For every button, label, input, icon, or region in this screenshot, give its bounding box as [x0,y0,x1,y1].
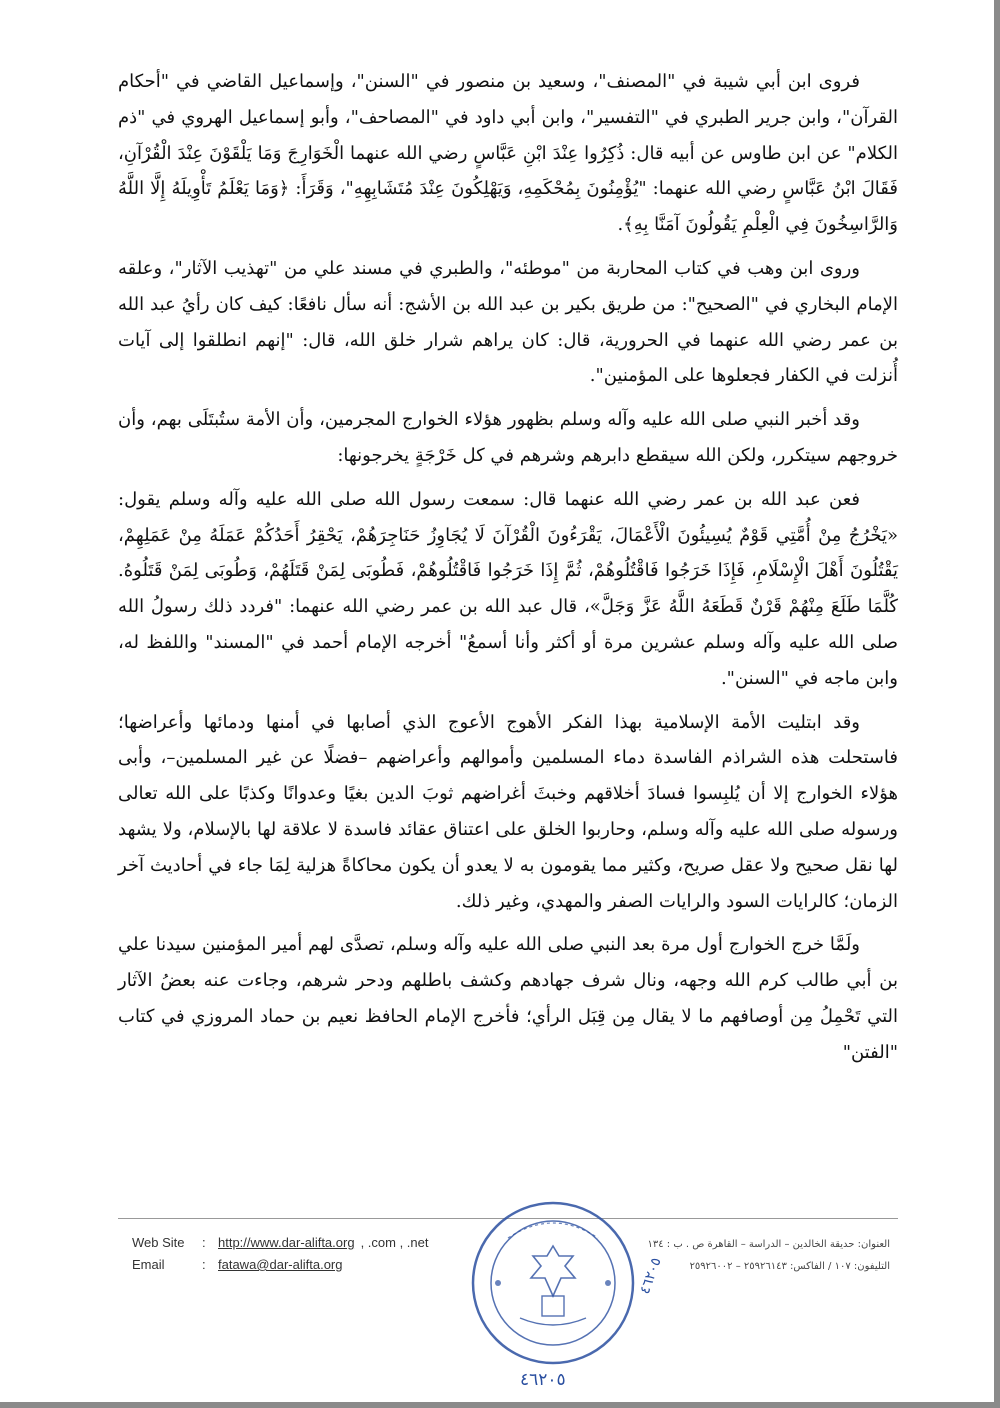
footer-contact [132,1232,428,1276]
document-body [118,64,898,1079]
separator: : [202,1257,206,1272]
address-line: العنوان: حديقة الخالدين – الدراسة – القاهرة ص . ب : ١٣٤ [647,1239,890,1250]
footer-divider [118,1218,898,1219]
email-label: Email [132,1257,165,1272]
website-row [132,1232,428,1254]
website-label: Web Site [132,1235,185,1250]
official-seal-icon [468,1198,638,1368]
website-link[interactable]: http://www.dar-alifta.org [218,1235,355,1250]
paragraph: فعن عبد الله بن عمر رضي الله عنهما قال: سمعت رسول الله صلى الله عليه وآله وسلم يقول: «يَخْرُجُ مِنْ أُمَّتِي قَوْمٌ يُسِيئُونَ الْأَعْمَالَ، يَقْرَءُونَ الْقُرْآنَ لَا يُجَاوِزُ حَنَاجِرَهُمْ، يَحْقِرُ أَحَدُكُمْ عَمَلَهُ مِنْ عَمَلِهِمْ، يَقْتُلُونَ أَهْلَ الْإِسْلَامِ، فَإِذَا خَرَجُوا فَاقْتُلُوهُمْ، ثُمَّ إِذَا خَرَجُوا فَاقْتُلُوهُمْ، فَطُوبَى لِمَنْ قَتَلَهُمْ، وَطُوبَى لِمَنْ قَتَلُوهُ. كُلَّمَا طَلَعَ مِنْهُمْ قَرْنٌ قَطَعَهُ اللَّهُ عَزَّ وَجَلَّ»، قال عبد الله بن عمر رضي الله عنهما: "فردد ذلك رسولُ الله صلى الله عليه وآله وسلم عشرين مرة أو أكثر وأنا أسمعُ" أخرجه الإمام أحمد في "المسند" واللفظ له، وابن ماجه في "السنن". [118,488,898,689]
paragraph: ولَمَّا خرج الخوارج أول مرة بعد النبي صلى الله عليه وآله وسلم، تصدَّى لهم أمير المؤمنين سيدنا علي بن أبي طالب كرم الله وجهه، ونال شرف جهادهم وكشف باطلهم ودحر شرهم، وجاءت عنه بعضُ الآثار التي تَحْمِلُ مِن أوصافهم ما لا يقال مِن قِبَل الرأي؛ فأخرج الإمام الحافظ نعيم بن حماد المروزي في كتاب "الفتن" [118,934,898,1063]
email-link[interactable]: fatawa@dar-alifta.org [218,1257,343,1272]
separator: : [202,1235,206,1250]
paragraph: وقد أخبر النبي صلى الله عليه وآله وسلم بظهور هؤلاء الخوارج المجرمين، وأن الأمة ستُبتَلَى بهم، وأن خروجهم سيتكرر، ولكن الله سيقطع دابرهم وشرهم في كل خَرْجَةٍ يخرجونها: [118,409,898,466]
stamp-side-number: ٤٦٢٠٥ [636,1255,665,1297]
email-row [132,1254,428,1276]
paragraph: وروى ابن وهب في كتاب المحاربة من "موطئه"، والطبري في مسند علي من "تهذيب الآثار"، وعلقه الإمام البخاري في "الصحيح": من طريق بكير بن عبد الله بن الأشج: أنه سأل نافعًا: كيف كان رأيُ عبد الله بن عمر رضي الله عنهما في الحرورية، قال: كان يراهم شرار خلق الله، قال: "إنهم انطلقوا إلى آيات أُنزلت في الكفار فجعلوها على المؤمنين". [118,257,898,387]
stamp-number: ٤٦٢٠٥ [520,1370,566,1390]
phone-line: التليفون: ١٠٧ / الفاكس: ٢٥٩٢٦١٤٣ – ٢٥٩٢٦٠٠٢ [689,1261,890,1272]
footer-address [560,1234,890,1278]
paragraph: وقد ابتليت الأمة الإسلامية بهذا الفكر الأهوج الأعوج الذي أصابها في أمنها ودمائها وأعراضها؛ فاستحلت هذه الشراذم الفاسدة دماء المسلمين وأموالهم وأعراضهم –فضلًا عن غير المسلمين–، وأبى هؤلاء الخوارج إلا أن يُلبِسوا فسادَ أخلاقهم وخبثَ أغراضهم ثوبَ الدين بغيًا وعدوانًا وكذبًا على الله تعالى ورسوله صلى الله عليه وآله وسلم، وحاربوا الخلق على اعتناق عقائد فاسدة لا علاقة لها بالإسلام، ولا يشهد لها نقل صحيح ولا عقل صريح، وكثير مما يقومون به لا يعدو أن يكون محاكاةً هزلية لِمَا جاء في أحاديث آخر الزمان؛ كالرايات السود والرايات الصفر والمهدي، وغير ذلك. [118,711,898,912]
website-domains: , .com , .net [360,1235,429,1250]
paragraph: فروى ابن أبي شيبة في "المصنف"، وسعيد بن منصور في "السنن"، وإسماعيل القاضي في "أحكام القرآن"، وابن جرير الطبري في "التفسير"، وابن أبي داود في "المصاحف"، وأبو إسماعيل الهروي في "ذم الكلام" عن ابن طاوس عن أبيه قال: ذُكِرُوا عِنْدَ ابْنِ عَبَّاسٍ رضي الله عنهما الْخَوَارِجَ وَمَا يَلْقَوْنَ عِنْدَ الْقُرْآنِ، فَقَالَ ابْنُ عَبَّاسٍ رضي الله عنهما: "يُؤْمِنُونَ بِمُحْكَمِهِ، وَيَهْلِكُونَ عِنْدَ مُتَشَابِهِهِ"، وَقَرَأَ: ﴿وَمَا يَعْلَمُ تَأْوِيلَهُ إِلَّا اللَّهُ وَالرَّاسِخُونَ فِي الْعِلْمِ يَقُولُونَ آمَنَّا بِهِ﴾. [118,71,898,236]
